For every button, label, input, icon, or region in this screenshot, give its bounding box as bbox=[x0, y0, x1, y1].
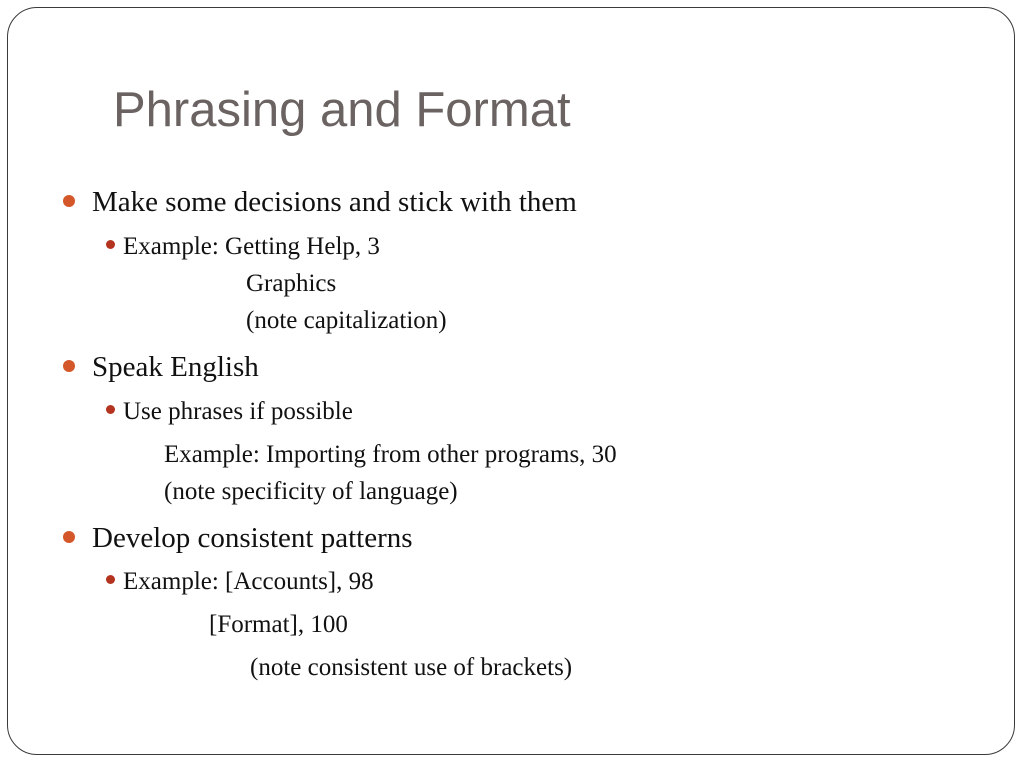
sub-bullet-getting-help: Example: Getting Help, 3 bbox=[123, 233, 380, 260]
bullet-dot bbox=[63, 531, 75, 543]
bullet-consistent-patterns: Develop consistent patterns bbox=[92, 522, 413, 554]
bullet-dot bbox=[63, 360, 75, 372]
sub-bullet-use-phrases: Use phrases if possible bbox=[123, 398, 353, 425]
continuation-line: (note specificity of language) bbox=[164, 478, 458, 505]
sub-bullet-accounts: Example: [Accounts], 98 bbox=[123, 568, 374, 595]
sub-bullet-dot bbox=[106, 575, 115, 584]
continuation-line: Graphics bbox=[246, 270, 337, 297]
bullet-speak-english: Speak English bbox=[92, 351, 259, 383]
continuation-line: Example: Importing from other programs, 30 bbox=[164, 441, 617, 468]
sub-bullet-dot bbox=[106, 405, 115, 414]
continuation-line: [Format], 100 bbox=[209, 611, 348, 638]
sub-bullet-dot bbox=[106, 240, 115, 249]
bullet-make-decisions: Make some decisions and stick with them bbox=[92, 186, 577, 218]
slide-title: Phrasing and Format bbox=[113, 83, 571, 137]
bullet-dot bbox=[63, 195, 75, 207]
continuation-line: (note capitalization) bbox=[246, 307, 447, 334]
continuation-line: (note consistent use of brackets) bbox=[250, 654, 573, 681]
